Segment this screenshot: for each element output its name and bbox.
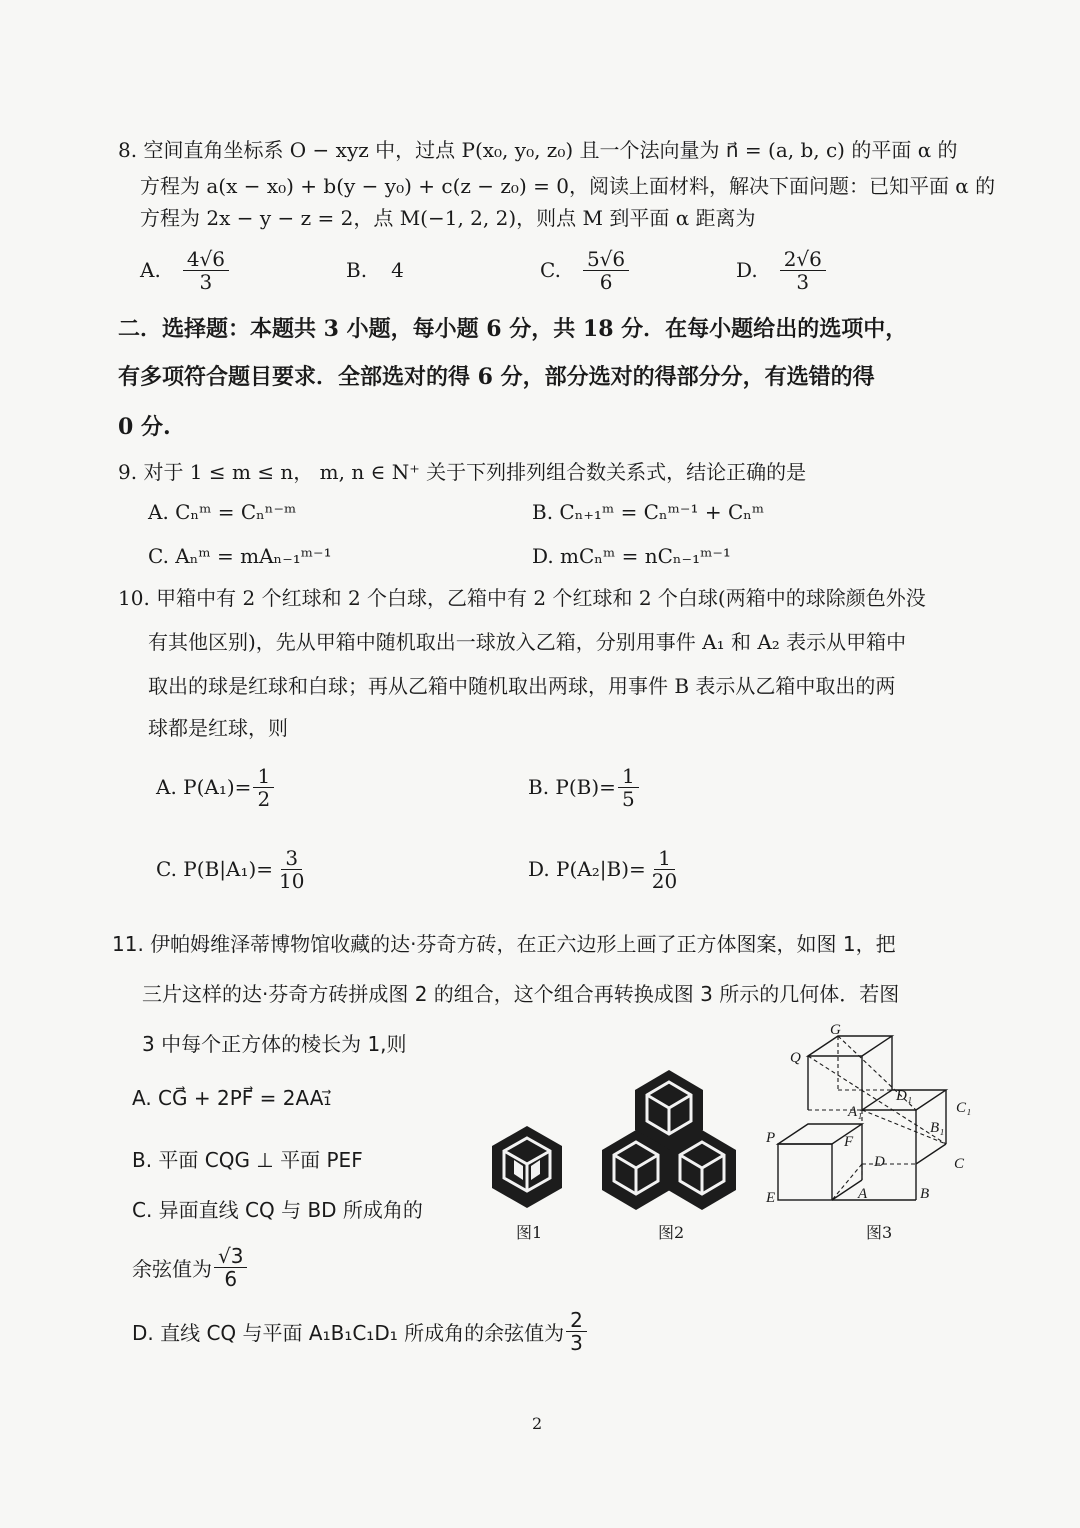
q11-option-c-line-1: C. 异面直线 CQ 与 BD 所成角的	[132, 1198, 423, 1222]
q9-option-c: C. Aₙᵐ = mAₙ₋₁ᵐ⁻¹	[148, 544, 332, 568]
q8-option-a	[140, 240, 231, 300]
q8-option-b-value: 4	[391, 258, 404, 282]
q10-option-c-prefix: C. P(B|A₁)=	[156, 857, 274, 881]
figure-2-caption: 图2	[658, 1223, 685, 1242]
q9-option-a: A. Cₙᵐ = Cₙⁿ⁻ᵐ	[148, 500, 297, 524]
fig3-label-b: B	[920, 1186, 930, 1202]
q11-option-a: A. CG⃗ + 2PF⃗ = 2AA₁⃗	[132, 1086, 332, 1110]
figure-3-caption: 图3	[866, 1223, 893, 1242]
fig3-label-q: Q	[790, 1050, 801, 1066]
fig3-label-d1: D₁	[896, 1088, 913, 1104]
q8-option-a-denominator: 3	[199, 269, 213, 294]
q10-option-d	[528, 838, 683, 900]
q8-option-d	[736, 240, 828, 300]
q10-option-d-denominator: 20	[651, 868, 678, 893]
q8-line-3: 方程为 2x − y − z = 2，点 M(−1, 2, 2)，则点 M 到平面 α 距离为	[140, 206, 756, 230]
q8-option-c-fraction	[583, 248, 629, 293]
q10-option-b-prefix: B. P(B)=	[528, 775, 616, 799]
q8-option-a-label: A.	[140, 258, 161, 282]
figure-1-tile	[490, 1124, 564, 1210]
q8-option-c-label: C.	[540, 258, 561, 282]
q11-option-d	[132, 1302, 589, 1360]
q11-option-b: B. 平面 CQG ⊥ 平面 PEF	[132, 1148, 363, 1172]
q8-option-a-fraction	[183, 248, 229, 293]
q10-option-d-fraction	[648, 847, 681, 892]
page-number: 2	[532, 1414, 543, 1433]
q11-line-3: 3 中每个正方体的棱长为 1,则	[142, 1032, 407, 1056]
q8-option-d-fraction	[780, 248, 826, 293]
q10-option-a	[156, 756, 276, 818]
q8-option-c	[540, 240, 631, 300]
q9-option-b: B. Cₙ₊₁ᵐ = Cₙᵐ⁻¹ + Cₙᵐ	[532, 500, 765, 524]
q8-option-b	[346, 240, 404, 300]
q11-line-2: 三片这样的达·芬奇方砖拼成图 2 的组合，这个组合再转换成图 3 所示的几何体．若图	[142, 982, 900, 1006]
q11-option-c-prefix: 余弦值为	[132, 1256, 212, 1281]
q10-line-3: 取出的球是红球和白球；再从乙箱中随机取出两球，用事件 B 表示从乙箱中取出的两	[148, 674, 896, 698]
figure-3-cube-solid	[760, 1020, 976, 1210]
q10-option-b	[528, 756, 641, 818]
q10-line-2: 有其他区别)，先从甲箱中随机取出一球放入乙箱，分别用事件 A₁ 和 A₂ 表示从甲箱中	[148, 630, 907, 654]
q10-option-a-denominator: 2	[257, 786, 271, 811]
q10-option-d-numerator: 1	[654, 847, 675, 870]
fig3-label-e: E	[766, 1190, 776, 1206]
q11-option-d-text: D. 直线 CQ 与平面 A₁B₁C₁D₁ 所成角的余弦值为	[132, 1320, 565, 1345]
q10-line-1: 10. 甲箱中有 2 个红球和 2 个白球，乙箱中有 2 个红球和 2 个白球(两箱中的球除颜色外没	[118, 586, 926, 610]
q11-option-c-line-2	[132, 1238, 249, 1296]
q8-option-d-label: D.	[736, 258, 758, 282]
fig3-label-a1: A₁	[848, 1104, 863, 1120]
fig3-label-a: A	[858, 1186, 868, 1202]
fig3-label-d: D	[874, 1154, 885, 1170]
figure-2-combined-tiles	[602, 1068, 736, 1216]
q11-line-1: 11. 伊帕姆维泽蒂博物馆收藏的达·芬奇方砖，在正六边形上画了正方体图案，如图 1，把	[112, 932, 896, 956]
q8-line-1: 8. 空间直角坐标系 O − xyz 中，过点 P(x₀, y₀, z₀) 且一个法向量为 n⃗ = (a, b, c) 的平面 α 的	[118, 138, 958, 162]
q8-option-a-numerator: 4√6	[183, 248, 229, 271]
q11-option-d-numerator: 2	[566, 1309, 587, 1332]
fig3-hidden-edges	[808, 1036, 946, 1200]
fig3-label-p: P	[766, 1130, 776, 1146]
fig3-label-g: G	[830, 1022, 841, 1038]
figure-1-caption: 图1	[516, 1223, 543, 1242]
q9-option-d: D. mCₙᵐ = nCₙ₋₁ᵐ⁻¹	[532, 544, 731, 568]
q8-option-c-numerator: 5√6	[583, 248, 629, 271]
fig3-label-c: C	[954, 1156, 965, 1172]
section-2-line-1: 二．选择题：本题共 3 小题，每小题 6 分，共 18 分．在每小题给出的选项中，	[118, 316, 908, 342]
fig3-label-f: F	[844, 1134, 854, 1150]
q10-line-4: 球都是红球，则	[148, 716, 288, 740]
q10-option-b-numerator: 1	[618, 765, 639, 788]
q10-option-a-prefix: A. P(A₁)=	[156, 775, 252, 799]
q10-option-b-denominator: 5	[621, 786, 635, 811]
q8-option-b-label: B.	[346, 258, 368, 282]
q11-option-d-denominator: 3	[570, 1330, 583, 1355]
q10-option-c-numerator: 3	[281, 847, 302, 870]
section-2-line-2: 有多项符合题目要求．全部选对的得 6 分，部分选对的得部分分，有选错的得	[118, 364, 875, 390]
q10-option-a-fraction	[253, 765, 274, 810]
fig3-left-cube-front-face	[778, 1144, 832, 1200]
q11-option-c-denominator: 6	[224, 1266, 238, 1291]
q10-option-c-fraction	[275, 847, 308, 892]
q10-option-d-prefix: D. P(A₂|B)=	[528, 857, 646, 881]
q10-option-c	[156, 838, 310, 900]
q9-stem: 9. 对于 1 ≤ m ≤ n， m, n ∈ N⁺ 关于下列排列组合数关系式，结论正确的是	[118, 460, 807, 484]
q8-line-2: 方程为 a(x − x₀) + b(y − y₀) + c(z − z₀) = 0，阅读上面材料，解决下面问题：已知平面 α 的	[140, 174, 996, 198]
q10-option-a-numerator: 1	[253, 765, 274, 788]
q11-option-c-numerator: √3	[214, 1245, 247, 1268]
q8-option-d-numerator: 2√6	[780, 248, 826, 271]
q10-option-c-denominator: 10	[279, 868, 305, 893]
q11-option-d-fraction	[566, 1309, 587, 1354]
q8-option-d-denominator: 3	[796, 269, 810, 294]
fig3-top-cube-top-face	[808, 1036, 892, 1056]
q11-option-c-fraction	[214, 1245, 247, 1290]
q8-option-c-denominator: 6	[599, 269, 613, 294]
q10-option-b-fraction	[618, 765, 639, 810]
fig3-label-b1: B₁	[930, 1120, 945, 1136]
section-2-line-3: 0 分.	[118, 414, 171, 440]
fig3-label-c1: C₁	[956, 1100, 972, 1116]
